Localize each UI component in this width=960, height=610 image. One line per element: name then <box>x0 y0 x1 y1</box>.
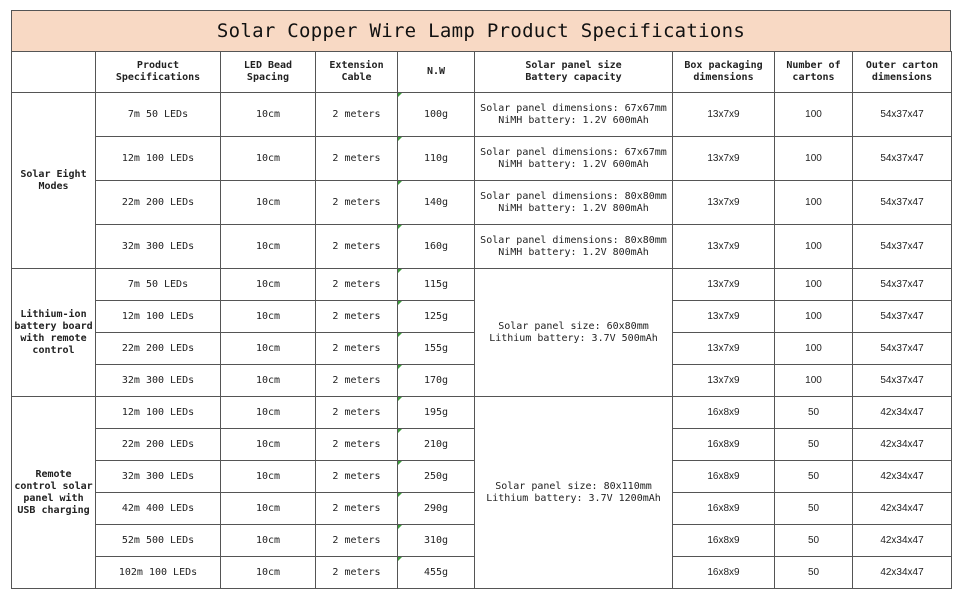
cell-outer: 54x37x47 <box>853 269 952 301</box>
cell-cartons: 100 <box>775 365 853 397</box>
header-box: Box packaging dimensions <box>673 52 775 93</box>
cell-cable: 2 meters <box>316 301 398 333</box>
cell-cartons: 100 <box>775 137 853 181</box>
cell-box: 16x8x9 <box>673 557 775 589</box>
cell-panel: Solar panel dimensions: 80x80mm NiMH battery: 1.2V 800mAh <box>475 225 673 269</box>
cell-cartons: 50 <box>775 461 853 493</box>
cell-box: 13x7x9 <box>673 181 775 225</box>
cell-spacing: 10cm <box>221 269 316 301</box>
spec-table <box>11 51 952 589</box>
cell-cable: 2 meters <box>316 493 398 525</box>
cell-outer: 42x34x47 <box>853 429 952 461</box>
cell-box: 13x7x9 <box>673 269 775 301</box>
cell-nw: 100g <box>398 93 475 137</box>
cell-box: 13x7x9 <box>673 365 775 397</box>
cell-box: 13x7x9 <box>673 137 775 181</box>
cell-outer: 42x34x47 <box>853 461 952 493</box>
cell-cartons: 100 <box>775 181 853 225</box>
cell-box: 13x7x9 <box>673 333 775 365</box>
cell-spacing: 10cm <box>221 493 316 525</box>
cell-spec: 22m 200 LEDs <box>96 429 221 461</box>
cell-spec: 7m 50 LEDs <box>96 93 221 137</box>
cell-outer: 54x37x47 <box>853 93 952 137</box>
group-label: Solar Eight Modes <box>12 93 96 269</box>
cell-spec: 7m 50 LEDs <box>96 269 221 301</box>
cell-nw: 310g <box>398 525 475 557</box>
cell-cable: 2 meters <box>316 525 398 557</box>
cell-cartons: 100 <box>775 93 853 137</box>
group-label: Lithium-ion battery board with remote control <box>12 269 96 397</box>
cell-cable: 2 meters <box>316 397 398 429</box>
cell-cable: 2 meters <box>316 181 398 225</box>
cell-spec: 52m 500 LEDs <box>96 525 221 557</box>
cell-outer: 54x37x47 <box>853 181 952 225</box>
header-row <box>12 52 952 93</box>
cell-cartons: 100 <box>775 301 853 333</box>
cell-spacing: 10cm <box>221 429 316 461</box>
cell-nw: 290g <box>398 493 475 525</box>
cell-spacing: 10cm <box>221 525 316 557</box>
header-cable: Extension Cable <box>316 52 398 93</box>
cell-box: 16x8x9 <box>673 525 775 557</box>
cell-outer: 42x34x47 <box>853 525 952 557</box>
group-label: Remote control solar panel with USB charging <box>12 397 96 589</box>
cell-cable: 2 meters <box>316 93 398 137</box>
cell-outer: 54x37x47 <box>853 365 952 397</box>
cell-spacing: 10cm <box>221 301 316 333</box>
cell-nw: 210g <box>398 429 475 461</box>
cell-cable: 2 meters <box>316 269 398 301</box>
cell-spec: 42m 400 LEDs <box>96 493 221 525</box>
cell-nw: 110g <box>398 137 475 181</box>
cell-cable: 2 meters <box>316 137 398 181</box>
spec-sheet <box>11 10 951 589</box>
table-row <box>12 181 952 225</box>
table-row <box>12 397 952 429</box>
cell-cable: 2 meters <box>316 461 398 493</box>
cell-cartons: 50 <box>775 397 853 429</box>
cell-cartons: 50 <box>775 525 853 557</box>
cell-cable: 2 meters <box>316 225 398 269</box>
cell-nw: 455g <box>398 557 475 589</box>
table-row <box>12 269 952 301</box>
cell-cable: 2 meters <box>316 557 398 589</box>
cell-box: 13x7x9 <box>673 301 775 333</box>
cell-outer: 54x37x47 <box>853 301 952 333</box>
cell-cartons: 100 <box>775 269 853 301</box>
cell-nw: 250g <box>398 461 475 493</box>
cell-nw: 170g <box>398 365 475 397</box>
cell-nw: 115g <box>398 269 475 301</box>
cell-nw: 140g <box>398 181 475 225</box>
cell-panel: Solar panel size: 60x80mm Lithium battery: 3.7V 500mAh <box>475 269 673 397</box>
cell-outer: 54x37x47 <box>853 333 952 365</box>
cell-spacing: 10cm <box>221 333 316 365</box>
cell-nw: 195g <box>398 397 475 429</box>
cell-panel: Solar panel dimensions: 67x67mm NiMH battery: 1.2V 600mAh <box>475 137 673 181</box>
cell-cartons: 50 <box>775 429 853 461</box>
cell-outer: 42x34x47 <box>853 397 952 429</box>
cell-spec: 22m 200 LEDs <box>96 333 221 365</box>
cell-box: 16x8x9 <box>673 493 775 525</box>
cell-outer: 54x37x47 <box>853 225 952 269</box>
cell-box: 13x7x9 <box>673 93 775 137</box>
header-group <box>12 52 96 93</box>
cell-spacing: 10cm <box>221 93 316 137</box>
cell-outer: 42x34x47 <box>853 557 952 589</box>
cell-nw: 155g <box>398 333 475 365</box>
cell-nw: 125g <box>398 301 475 333</box>
cell-spacing: 10cm <box>221 557 316 589</box>
header-nw: N.W <box>398 52 475 93</box>
cell-spacing: 10cm <box>221 181 316 225</box>
page-title: Solar Copper Wire Lamp Product Specifications <box>11 10 951 51</box>
cell-cartons: 100 <box>775 333 853 365</box>
cell-nw: 160g <box>398 225 475 269</box>
cell-spec: 12m 100 LEDs <box>96 137 221 181</box>
cell-cable: 2 meters <box>316 429 398 461</box>
cell-spec: 12m 100 LEDs <box>96 301 221 333</box>
cell-cartons: 50 <box>775 493 853 525</box>
cell-box: 13x7x9 <box>673 225 775 269</box>
cell-spec: 12m 100 LEDs <box>96 397 221 429</box>
cell-spacing: 10cm <box>221 137 316 181</box>
header-spacing: LED Bead Spacing <box>221 52 316 93</box>
table-row <box>12 225 952 269</box>
header-product: Product Specifications <box>96 52 221 93</box>
cell-spec: 22m 200 LEDs <box>96 181 221 225</box>
cell-cable: 2 meters <box>316 333 398 365</box>
table-row <box>12 93 952 137</box>
cell-box: 16x8x9 <box>673 429 775 461</box>
header-cartons: Number of cartons <box>775 52 853 93</box>
cell-box: 16x8x9 <box>673 461 775 493</box>
cell-spacing: 10cm <box>221 397 316 429</box>
table-row <box>12 137 952 181</box>
cell-panel: Solar panel size: 80x110mm Lithium battery: 3.7V 1200mAh <box>475 397 673 589</box>
cell-spec: 32m 300 LEDs <box>96 365 221 397</box>
cell-cartons: 100 <box>775 225 853 269</box>
cell-panel: Solar panel dimensions: 67x67mm NiMH battery: 1.2V 600mAh <box>475 93 673 137</box>
cell-spacing: 10cm <box>221 365 316 397</box>
cell-spec: 102m 100 LEDs <box>96 557 221 589</box>
cell-outer: 42x34x47 <box>853 493 952 525</box>
cell-outer: 54x37x47 <box>853 137 952 181</box>
header-panel: Solar panel size Battery capacity <box>475 52 673 93</box>
cell-panel: Solar panel dimensions: 80x80mm NiMH battery: 1.2V 800mAh <box>475 181 673 225</box>
cell-cartons: 50 <box>775 557 853 589</box>
header-outer: Outer carton dimensions <box>853 52 952 93</box>
cell-box: 16x8x9 <box>673 397 775 429</box>
cell-spacing: 10cm <box>221 461 316 493</box>
cell-spec: 32m 300 LEDs <box>96 461 221 493</box>
cell-cable: 2 meters <box>316 365 398 397</box>
cell-spec: 32m 300 LEDs <box>96 225 221 269</box>
cell-spacing: 10cm <box>221 225 316 269</box>
